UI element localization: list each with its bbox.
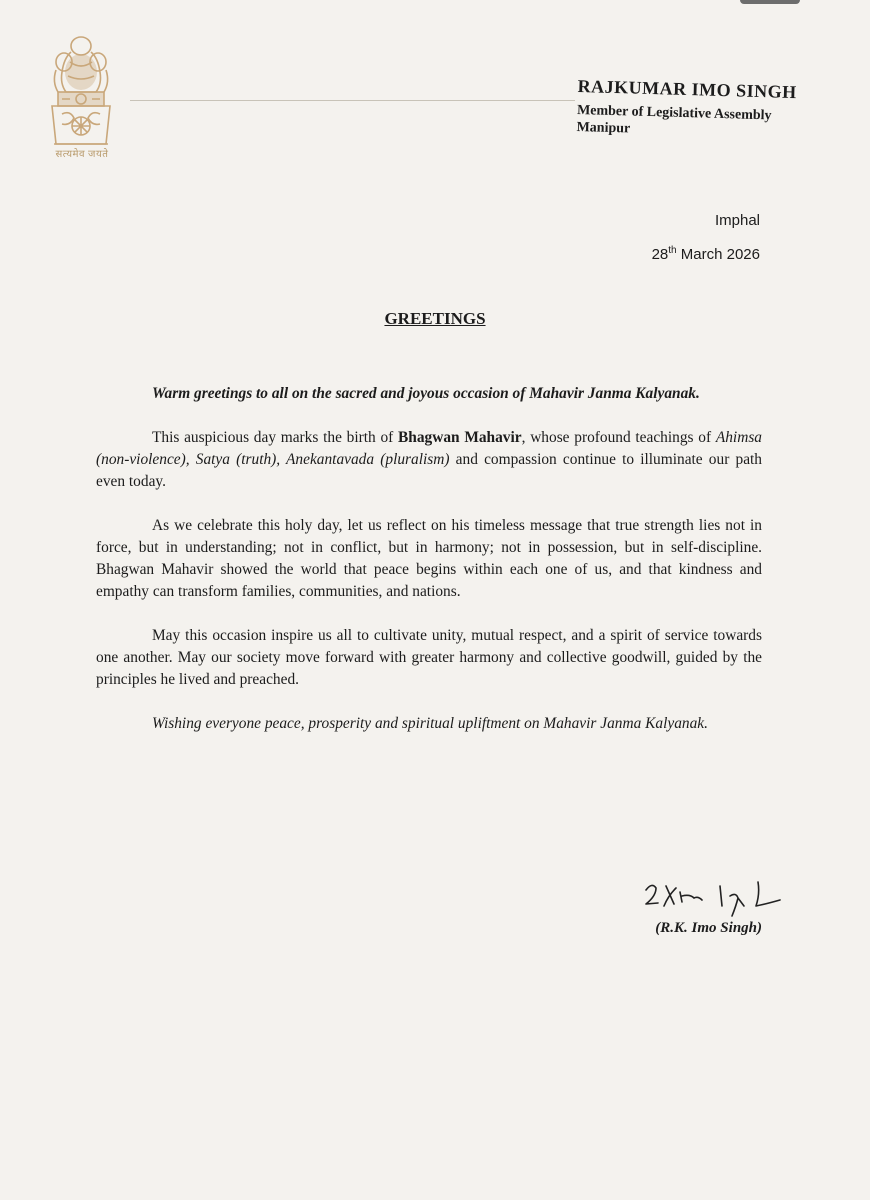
date-month-year: March 2026 xyxy=(680,246,760,263)
ashoka-lion-emblem-icon xyxy=(40,32,122,164)
page-shadow xyxy=(740,0,800,4)
emblem-motto: सत्यमेव जयते xyxy=(55,149,109,160)
letter-place: Imphal xyxy=(714,212,760,229)
letterhead-role: Member of Legislative Assembly xyxy=(576,102,772,124)
letter-date xyxy=(652,238,760,272)
paragraph-3: May this occasion inspire us all to cultivate unity, mutual respect, and a spirit of service towards one another. May our society move forward with greater harmony and collective goodwill, guided by the principles he lived and preached. xyxy=(96,627,762,688)
paragraph-1-part-e: and compassion continue to illuminate our path even today. xyxy=(96,451,762,490)
date-day-suffix: th xyxy=(668,245,677,256)
header-divider xyxy=(130,100,575,101)
paragraph-1-italic: Ahimsa (non-violence), Satya (truth), Anekantavada (pluralism) xyxy=(96,429,763,468)
paragraph-1-part-a: This auspicious day marks the birth of xyxy=(152,429,398,446)
date-day: 28 xyxy=(651,246,669,263)
letterhead-name: RAJKUMAR IMO SINGH xyxy=(577,76,797,103)
letter-body xyxy=(96,383,762,757)
lead-paragraph: Warm greetings to all on the sacred and joyous occasion of Mahavir Janma Kalyanak. xyxy=(152,385,700,402)
letterhead-place: Manipur xyxy=(576,119,631,137)
letterhead xyxy=(576,76,848,144)
paragraph-1-bold: Bhagwan Mahavir xyxy=(398,429,522,446)
paragraph-1 xyxy=(96,427,762,493)
handwritten-signature xyxy=(640,876,790,922)
paragraph-2: As we celebrate this holy day, let us reflect on his timeless message that true strength lies not in force, but in understanding; not in conflict, but in harmony; not in possession, but in self-discipline. Bhagwan Mahavir showed the world that peace begins within each one of us, and that kindness and empathy can transform families, communities, and nations. xyxy=(96,517,762,600)
signatory-name: (R.K. Imo Singh) xyxy=(655,920,762,936)
paragraph-1-part-c: , whose profound teachings of xyxy=(521,429,716,446)
closing-paragraph: Wishing everyone peace, prosperity and spiritual upliftment on Mahavir Janma Kalyanak. xyxy=(152,715,708,732)
place-date xyxy=(652,204,760,272)
letter-title: GREETINGS xyxy=(384,309,486,328)
